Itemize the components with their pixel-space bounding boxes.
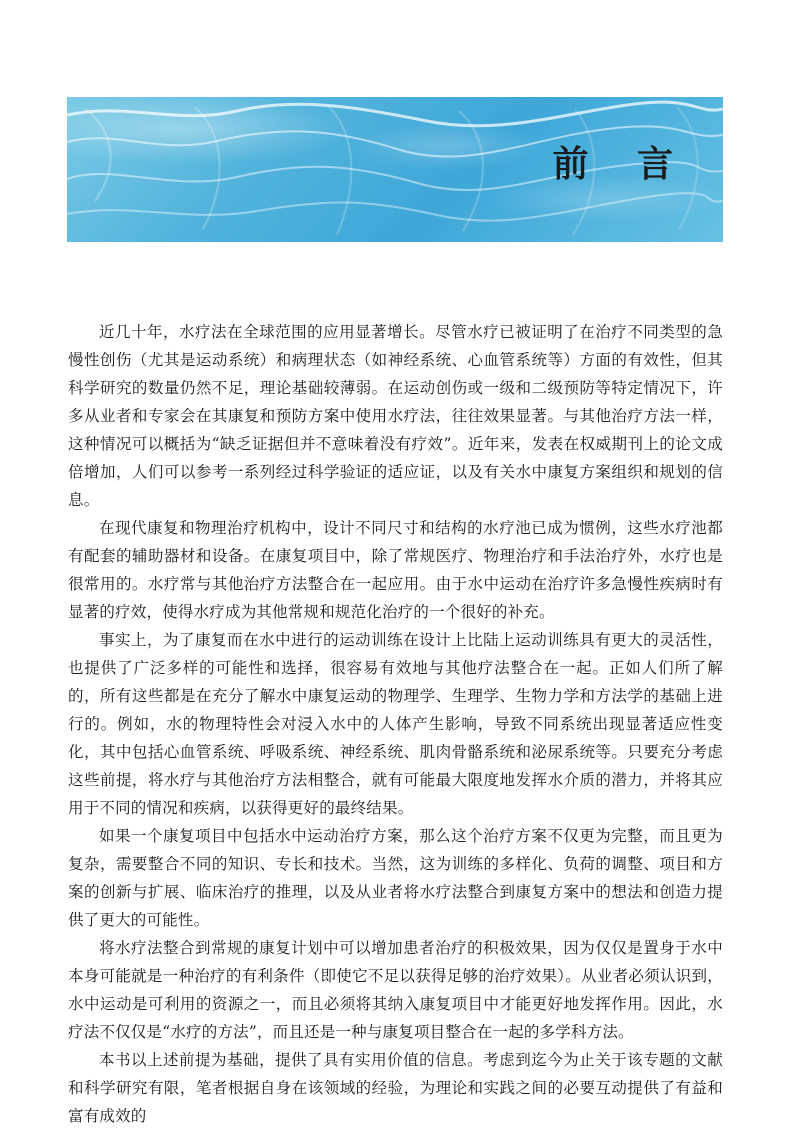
preface-paragraph-2: 在现代康复和物理治疗机构中，设计不同尺寸和结构的水疗池已成为惯例，这些水疗池都有配套的辅助器材和设备。在康复项目中，除了常规医疗、物理治疗和手法治疗外，水疗也是很常用的。水疗常与其他治疗方法整合在一起应用。由于水中运动在治疗许多急慢性疾病时有显著的疗效，使得水疗成为其他常规和规范化治疗的一个很好的补充。 [68, 519, 723, 621]
preface-paragraph-1: 近几十年，水疗法在全球范围的应用显著增长。尽管水疗已被证明了在治疗不同类型的急慢性创伤（尤其是运动系统）和病理状态（如神经系统、心血管系统等）方面的有效性，但其科学研究的数量仍然不足，理论基础较薄弱。在运动创伤或一级和二级预防等特定情况下，许多从业者和专家会在其康复和预防方案中使用水疗法，往往效果显著。与其他治疗方法一样，这种情况可以概括为“缺乏证据但并不意味着没有疗效”。近年来，发表在权威期刊上的论文成倍增加，人们可以参考一系列经过科学验证的适应证，以及有关水中康复方案组织和规划的信息。 [68, 323, 723, 509]
preface-paragraph-3: 事实上，为了康复而在水中进行的运动训练在设计上比陆上运动训练具有更大的灵活性，也提供了广泛多样的可能性和选择，很容易有效地与其他疗法整合在一起。正如人们所了解的，所有这些都是在充分了解水中康复运动的物理学、生理学、生物力学和方法学的基础上进行的。例如，水的物理特性会对浸入水中的人体产生影响，导致不同系统出现显著适应性变化，其中包括心血管系统、呼吸系统、神经系统、肌肉骨骼系统和泌尿系统等。只要充分考虑这些前提，将水疗与其他治疗方法相整合，就有可能最大限度地发挥水介质的潜力，并将其应用于不同的情况和疾病，以获得更好的最终结果。 [68, 631, 723, 817]
preface-paragraph-5: 将水疗法整合到常规的康复计划中可以增加患者治疗的积极效果，因为仅仅是置身于水中本身可能就是一种治疗的有利条件（即使它不足以获得足够的治疗效果）。从业者必须认识到，水中运动是可利用的资源之一，而且必须将其纳入康复项目中才能更好地发挥作用。因此，水疗法不仅仅是“水疗的方法”，而且还是一种与康复项目整合在一起的多学科方法。 [68, 939, 723, 1041]
preface-paragraph-4: 如果一个康复项目中包括水中运动治疗方案，那么这个治疗方案不仅更为完整，而且更为复杂，需要整合不同的知识、专长和技术。当然，这为训练的多样化、负荷的调整、项目和方案的创新与扩展、临床治疗的推理，以及从业者将水疗法整合到康复方案中的想法和创造力提供了更大的可能性。 [68, 827, 723, 929]
page-title: 前 言 [552, 144, 691, 185]
water-banner [67, 97, 723, 242]
preface-paragraph-6: 本书以上述前提为基础，提供了具有实用价值的信息。考虑到迄今为止关于该专题的文献和科学研究有限，笔者根据自身在该领域的经验，为理论和实践之间的必要互动提供了有益和富有成效的 [68, 1051, 723, 1125]
preface-content [68, 318, 723, 1130]
